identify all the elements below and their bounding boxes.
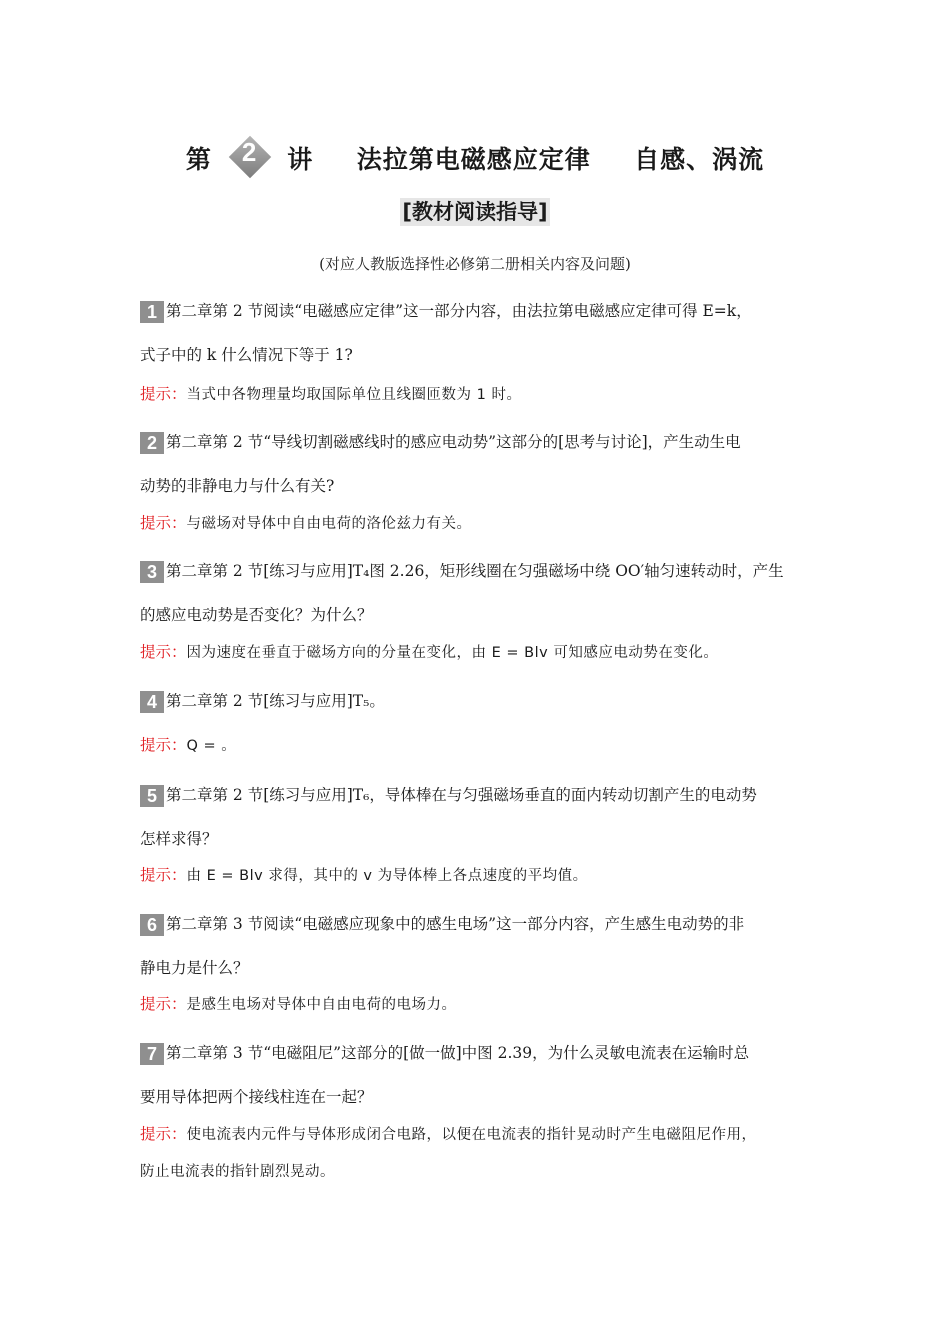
hint-text: 与磁场对导体中自由电荷的洛伦兹力有关。 [186, 516, 472, 532]
question-text: 第二章第 2 节[练习与应用]T₄图 2.26，矩形线圈在匀强磁场中绕 OO′轴匀速转动时，产生 [166, 562, 784, 580]
section-heading-text: [教材阅读指导] [402, 200, 548, 224]
question-text-cont: 静电力是什么？ [140, 959, 249, 977]
question-number-badge: 3 [140, 561, 164, 583]
hint-7 [140, 1123, 757, 1146]
question-number-badge: 4 [140, 691, 164, 713]
question-number-badge: 5 [140, 785, 164, 807]
hint-5 [140, 864, 588, 887]
question-number-badge: 2 [140, 432, 164, 454]
question-text-cont: 动势的非静电力与什么有关? [140, 477, 335, 495]
hint-label: 提示： [140, 514, 187, 532]
question-text: 第二章第 3 节“电磁阻尼”这部分的[做一做]中图 2.39，为什么灵敏电流表在运输时总 [166, 1044, 750, 1062]
section-heading [0, 196, 950, 226]
hint-1 [140, 383, 521, 406]
hint-label: 提示： [140, 995, 187, 1013]
question-number-badge: 1 [140, 301, 164, 323]
question-number-badge: 6 [140, 914, 164, 936]
question-text: 第二章第 3 节阅读“电磁感应现象中的感生电场”这一部分内容，产生感生电动势的非 [166, 915, 745, 933]
title-secondary: 自感、涡流 [634, 145, 765, 174]
hint-label: 提示： [140, 643, 187, 661]
textbook-note: (对应人教版选择性必修第二册相关内容及问题) [319, 255, 631, 273]
hint-2 [140, 512, 472, 535]
question-text: 第二章第 2 节[练习与应用]T₅。 [166, 692, 385, 710]
question-text-cont: 要用导体把两个接线柱连在一起？ [140, 1088, 373, 1106]
hint-text: 因为速度在垂直于磁场方向的分量在变化，由 E = Blv 可知感应电动势在变化。 [186, 645, 719, 661]
hint-label: 提示： [140, 385, 187, 403]
hint-text: 当式中各物理量均取国际单位且线圈匝数为 1 时。 [186, 387, 522, 403]
hint-6 [140, 993, 457, 1016]
title-suffix: 讲 [287, 145, 314, 174]
question-text: 第二章第 2 节阅读“电磁感应定律”这一部分内容，由法拉第电磁感应定律可得 E=k， [166, 302, 752, 320]
lecture-number: 2 [241, 137, 258, 167]
hint-text: 使电流表内元件与导体形成闭合电路，以便在电流表的指针晃动时产生电磁阻尼作用， [186, 1127, 757, 1143]
hint-label: 提示： [140, 736, 187, 754]
lecture-number-badge [226, 136, 274, 176]
title-prefix: 第 [185, 145, 212, 174]
question-text-cont: 式子中的 k 什么情况下等于 1? [140, 346, 353, 364]
hint-label: 提示： [140, 1125, 187, 1143]
hint-4 [140, 734, 236, 757]
hint-3 [140, 641, 718, 664]
hint-text: 是感生电场对导体中自由电荷的电场力。 [186, 997, 457, 1013]
lecture-title [0, 136, 950, 176]
hint-7-cont: 防止电流表的指针剧烈晃动。 [140, 1164, 335, 1180]
question-text: 第二章第 2 节[练习与应用]T₆，导体棒在与匀强磁场垂直的面内转动切割产生的电动势 [166, 786, 757, 804]
hint-text: Q = 。 [186, 738, 237, 754]
question-text: 第二章第 2 节“导线切割磁感线时的感应电动势”这部分的[思考与讨论]，产生动生电 [166, 433, 741, 451]
question-text-cont: 怎样求得？ [140, 830, 218, 848]
title-main: 法拉第电磁感应定律 [356, 145, 591, 174]
hint-text: 由 E = Blv 求得，其中的 v 为导体棒上各点速度的平均值。 [186, 868, 588, 884]
question-number-badge: 7 [140, 1043, 164, 1065]
question-text-cont: 的感应电动势是否变化？为什么？ [140, 606, 373, 624]
hint-label: 提示： [140, 866, 187, 884]
